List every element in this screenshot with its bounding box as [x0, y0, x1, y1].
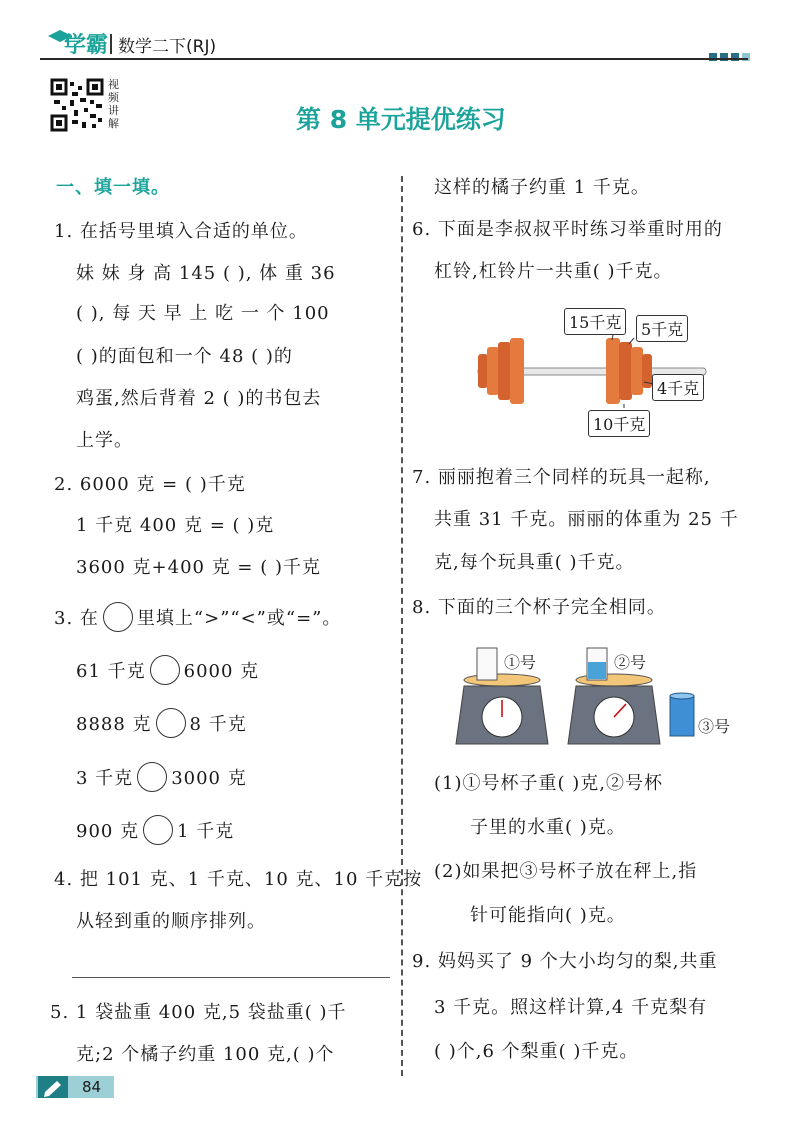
qr-code-icon: [50, 78, 104, 132]
column-divider: [401, 176, 403, 1076]
compare-circle[interactable]: [150, 655, 180, 685]
q7-line: 共重 31 千克。丽丽的体重为 25 千: [434, 509, 739, 530]
weight-label-5kg: 5千克: [636, 315, 688, 342]
q3-prompt-a: 3. 在: [54, 608, 99, 629]
compare-circle-icon: [103, 602, 133, 632]
page-title: 第 8 单元提优练习: [296, 105, 506, 134]
pencil-icon: [38, 1076, 68, 1098]
q1-line: 鸡蛋,然后背着 2 ( )的书包去: [76, 388, 322, 409]
header-squares: [706, 46, 750, 65]
q3-prompt-b: 里填上“>”“<”或“=”。: [136, 608, 342, 629]
section-heading: 一、填一填。: [56, 177, 170, 198]
cup-label-3: ③号: [698, 717, 731, 736]
compare-row: [76, 710, 247, 740]
q9-line: 9. 妈妈买了 9 个大小均匀的梨,共重: [412, 951, 718, 972]
page-number: 84: [82, 1078, 102, 1096]
compare-left: 8888 克: [76, 714, 152, 735]
barbell-illustration: [474, 300, 714, 446]
q9-line: 3 千克。照这样计算,4 千克梨有: [434, 997, 708, 1018]
qr-label: 视频讲解: [108, 78, 119, 130]
compare-left: 3 千克: [76, 768, 134, 789]
compare-circle[interactable]: [137, 762, 167, 792]
q5-line: 克;2 个橘子约重 100 克,( )个: [76, 1044, 335, 1065]
q4-line: 从轻到重的顺序排列。: [76, 911, 266, 932]
scales-illustration: [454, 640, 754, 746]
compare-row: [76, 657, 259, 687]
brand-logo: [46, 26, 108, 56]
q8-line: 8. 下面的三个杯子完全相同。: [412, 597, 666, 618]
q1-line: 上学。: [76, 430, 133, 451]
q8-2-line: 针可能指向( )克。: [470, 905, 626, 926]
compare-right: 8 千克: [189, 714, 247, 735]
q1-line: ( ), 每 天 早 上 吃 一 个 100: [76, 303, 330, 324]
compare-circle[interactable]: [156, 708, 186, 738]
q6-line: 杠铃,杠铃片一共重( )千克。: [434, 261, 673, 282]
q1-line: 妹 妹 身 高 145 ( ), 体 重 36: [76, 263, 336, 284]
header-rule: [40, 58, 748, 60]
q2-line: 3600 克+400 克 = ( )千克: [76, 557, 321, 578]
compare-left: 61 千克: [76, 661, 146, 682]
qr-code[interactable]: [50, 78, 104, 132]
compare-right: 6000 克: [183, 661, 260, 682]
q9-line: ( )个,6 个梨重( )千克。: [434, 1041, 639, 1062]
header-divider: [110, 34, 112, 54]
compare-right: 3000 克: [171, 768, 247, 789]
cup-label-2: ②号: [614, 653, 647, 672]
cup-label-1: ①号: [504, 653, 537, 672]
q6-line: 6. 下面是李叔叔平时练习举重时用的: [412, 219, 723, 240]
compare-right: 1 千克: [177, 821, 235, 842]
q3-prompt: [54, 604, 341, 634]
weight-label-10kg: 10千克: [588, 410, 650, 437]
compare-left: 900 克: [76, 821, 140, 842]
q7-line: 克,每个玩具重( )千克。: [434, 552, 635, 573]
q8-1-line: (1)①号杯子重( )克,②号杯: [434, 773, 663, 794]
answer-line[interactable]: [72, 977, 390, 978]
q5-line: 5. 1 袋盐重 400 克,5 袋盐重( )千: [50, 1002, 347, 1023]
brand-name: 学霸: [64, 33, 109, 58]
weight-label-4kg: 4千克: [652, 374, 704, 401]
page-number-badge: [36, 1076, 114, 1098]
weight-label-15kg: 15千克: [564, 308, 626, 335]
q5-continued: 这样的橘子约重 1 千克。: [434, 177, 650, 198]
subject-label: 数学二下(RJ): [118, 37, 217, 57]
q1-line: ( )的面包和一个 48 ( )的: [76, 346, 293, 367]
q4-line: 4. 把 101 克、1 千克、10 克、10 千克按: [54, 869, 423, 890]
q2-line: 1 千克 400 克 = ( )克: [76, 515, 275, 536]
compare-row: [76, 764, 247, 794]
compare-row: [76, 817, 234, 847]
q2-line: 2. 6000 克 = ( )千克: [54, 474, 246, 495]
q7-line: 7. 丽丽抱着三个同样的玩具一起称,: [412, 467, 711, 488]
q8-1-line: 子里的水重( )克。: [470, 817, 626, 838]
q1-line: 1. 在括号里填入合适的单位。: [54, 221, 308, 242]
q8-2-line: (2)如果把③号杯子放在秤上,指: [434, 861, 698, 882]
compare-circle[interactable]: [143, 815, 173, 845]
